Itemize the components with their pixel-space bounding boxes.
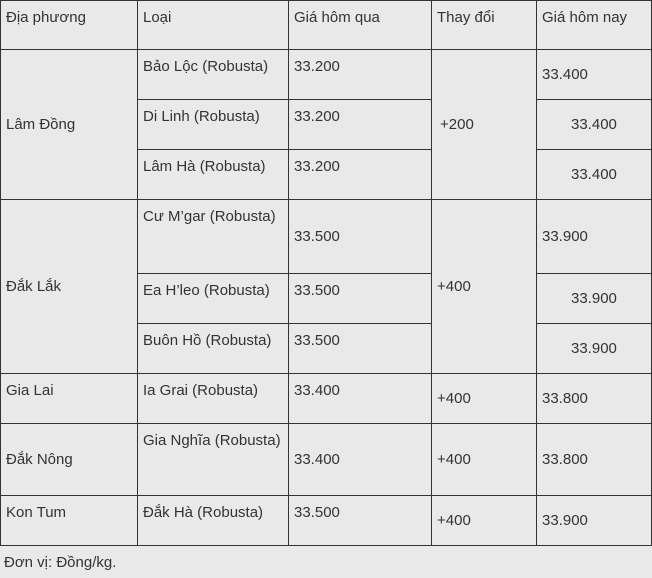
yesterday-price-cell: 33.400 xyxy=(289,374,432,424)
type-cell: Đắk Hà (Robusta) xyxy=(138,496,289,546)
today-price-cell: 33.400 xyxy=(537,150,652,200)
header-yesterday-price: Giá hôm qua xyxy=(289,0,432,50)
region-cell: Kon Tum xyxy=(0,496,138,546)
region-cell: Gia Lai xyxy=(0,374,138,424)
today-price-cell: 33.400 xyxy=(537,50,652,100)
yesterday-price-cell: 33.200 xyxy=(289,100,432,150)
type-cell: Cư M’gar (Robusta) xyxy=(138,200,289,274)
change-cell: +400 xyxy=(432,200,537,374)
today-price-cell: 33.900 xyxy=(537,496,652,546)
unit-note: Đơn vị: Đồng/kg. xyxy=(4,554,117,571)
change-cell: +200 xyxy=(432,50,537,200)
change-cell: +400 xyxy=(432,496,537,546)
today-price-cell: 33.800 xyxy=(537,374,652,424)
type-cell: Gia Nghĩa (Robusta) xyxy=(138,424,289,496)
region-cell: Đắk Lắk xyxy=(0,200,138,374)
yesterday-price-cell: 33.500 xyxy=(289,496,432,546)
yesterday-price-cell: 33.200 xyxy=(289,50,432,100)
today-price-cell: 33.800 xyxy=(537,424,652,496)
header-today-price: Giá hôm nay xyxy=(537,0,652,50)
header-type: Loại xyxy=(138,0,289,50)
yesterday-price-cell: 33.500 xyxy=(289,200,432,274)
yesterday-price-cell: 33.200 xyxy=(289,150,432,200)
region-cell: Lâm Đồng xyxy=(0,50,138,200)
change-cell: +400 xyxy=(432,424,537,496)
type-cell: Di Linh (Robusta) xyxy=(138,100,289,150)
type-cell: Lâm Hà (Robusta) xyxy=(138,150,289,200)
header-change: Thay đổi xyxy=(432,0,537,50)
yesterday-price-cell: 33.400 xyxy=(289,424,432,496)
yesterday-price-cell: 33.500 xyxy=(289,274,432,324)
type-cell: Bảo Lộc (Robusta) xyxy=(138,50,289,100)
type-cell: Ia Grai (Robusta) xyxy=(138,374,289,424)
today-price-cell: 33.900 xyxy=(537,200,652,274)
header-region: Địa phương xyxy=(0,0,138,50)
today-price-cell: 33.900 xyxy=(537,324,652,374)
type-cell: Buôn Hồ (Robusta) xyxy=(138,324,289,374)
yesterday-price-cell: 33.500 xyxy=(289,324,432,374)
change-cell: +400 xyxy=(432,374,537,424)
today-price-cell: 33.900 xyxy=(537,274,652,324)
region-cell: Đắk Nông xyxy=(0,424,138,496)
type-cell: Ea H’leo (Robusta) xyxy=(138,274,289,324)
today-price-cell: 33.400 xyxy=(537,100,652,150)
